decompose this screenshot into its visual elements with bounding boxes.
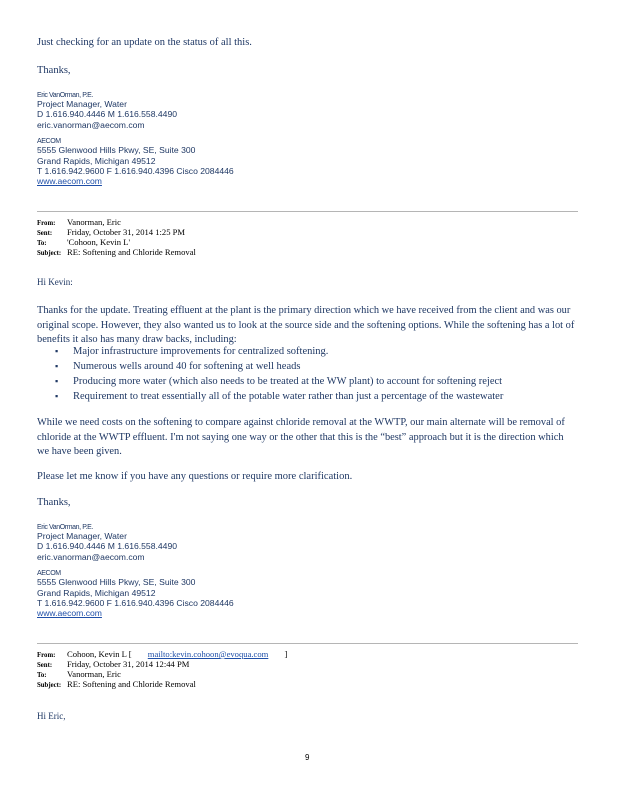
signature-website-link[interactable]: www.aecom.com [37,176,102,187]
bullet-icon: ▪ [55,346,59,356]
signature-website-link[interactable]: www.aecom.com [37,608,102,619]
email1-para3: Please let me know if you have any questions or require more clarification. [37,471,353,482]
email1-thanks: Thanks, [37,497,71,508]
email2-greeting: Hi Eric, [37,711,66,721]
email1-para1: Thanks for the update. Treating effluent at the plant is the primary direction which we have received from the client and was our original scope. However, they also wanted us to look at the source side and the softening options. While the softening has a lot of benefits it also has many draw backs, including: [37,305,575,346]
divider [37,643,578,644]
subject-value: RE: Softening and Chloride Removal [67,247,196,257]
sent-label: Sent: [37,662,53,669]
signature-company: AECOM [37,138,61,146]
bullet-icon: ▪ [55,376,59,386]
signature-title: Project Manager, Water [37,531,127,541]
signature-address2: Grand Rapids, Michigan 49512 [37,155,156,166]
bullet-item: Requirement to treat essentially all of the potable water rather than just a percentage of the wastewater [73,391,504,402]
subject-label: Subject: [37,250,62,257]
bullet-icon: ▪ [55,361,59,371]
to-value: 'Cohoon, Kevin L' [67,237,131,247]
to-label: To: [37,672,47,679]
subject-label: Subject: [37,682,62,689]
from-label: From: [37,652,56,659]
signature-block [37,524,234,619]
signature-address2: Grand Rapids, Michigan 49512 [37,587,156,598]
from-close: ] [284,649,288,659]
bullet-item: Numerous wells around 40 for softening at well heads [73,361,301,372]
subject-value: RE: Softening and Chloride Removal [67,679,196,689]
to-label: To: [37,240,47,247]
signature-address1: 5555 Glenwood Hills Pkwy, SE, Suite 300 [37,577,196,588]
from-value: Cohoon, Kevin L [ [67,649,132,659]
bullet-icon: ▪ [55,391,59,401]
sent-label: Sent: [37,230,53,237]
email1-para2: While we need costs on the softening to compare against chloride removal at the WWTP, our main alternate will be removal of chloride at the WWTP effluent. I'm not saying one way or the other that this is the “best” approach but it is the direction which we have been given. [37,417,565,458]
signature-email[interactable]: eric.vanorman@aecom.com [37,119,145,130]
signature-phones2: T 1.616.942.9600 F 1.616.940.4396 Cisco 2084446 [37,166,234,177]
signature-name: Eric VanOrman, P.E. [37,92,93,99]
signature-email[interactable]: eric.vanorman@aecom.com [37,551,145,562]
signature-company: AECOM [37,570,61,578]
signature-phones: D 1.616.940.4446 M 1.616.558.4490 [37,541,178,552]
signature-block [37,92,234,187]
intro-thanks: Thanks, [37,65,71,76]
bullet-item: Producing more water (which also needs to be treated at the WW plant) to account for softening reject [73,376,503,387]
bullet-item: Major infrastructure improvements for centralized softening. [73,346,329,357]
signature-phones2: T 1.616.942.9600 F 1.616.940.4396 Cisco 2084446 [37,598,234,609]
to-value: Vanorman, Eric [67,669,121,679]
email1-header [37,217,196,257]
intro-line: Just checking for an update on the status of all this. [37,37,252,48]
from-value: Vanorman, Eric [67,217,121,227]
from-label: From: [37,220,56,227]
signature-address1: 5555 Glenwood Hills Pkwy, SE, Suite 300 [37,145,196,156]
signature-phones: D 1.616.940.4446 M 1.616.558.4490 [37,109,178,120]
email1-greeting: Hi Kevin: [37,277,73,287]
page-number: 9 [305,753,310,762]
signature-title: Project Manager, Water [37,99,127,109]
signature-name: Eric VanOrman, P.E. [37,524,93,531]
mailto-link[interactable]: mailto:kevin.cohoon@evoqua.com [147,649,269,659]
email2-header [37,649,287,689]
sent-value: Friday, October 31, 2014 1:25 PM [67,227,186,237]
divider [37,211,578,212]
sent-value: Friday, October 31, 2014 12:44 PM [67,659,190,669]
